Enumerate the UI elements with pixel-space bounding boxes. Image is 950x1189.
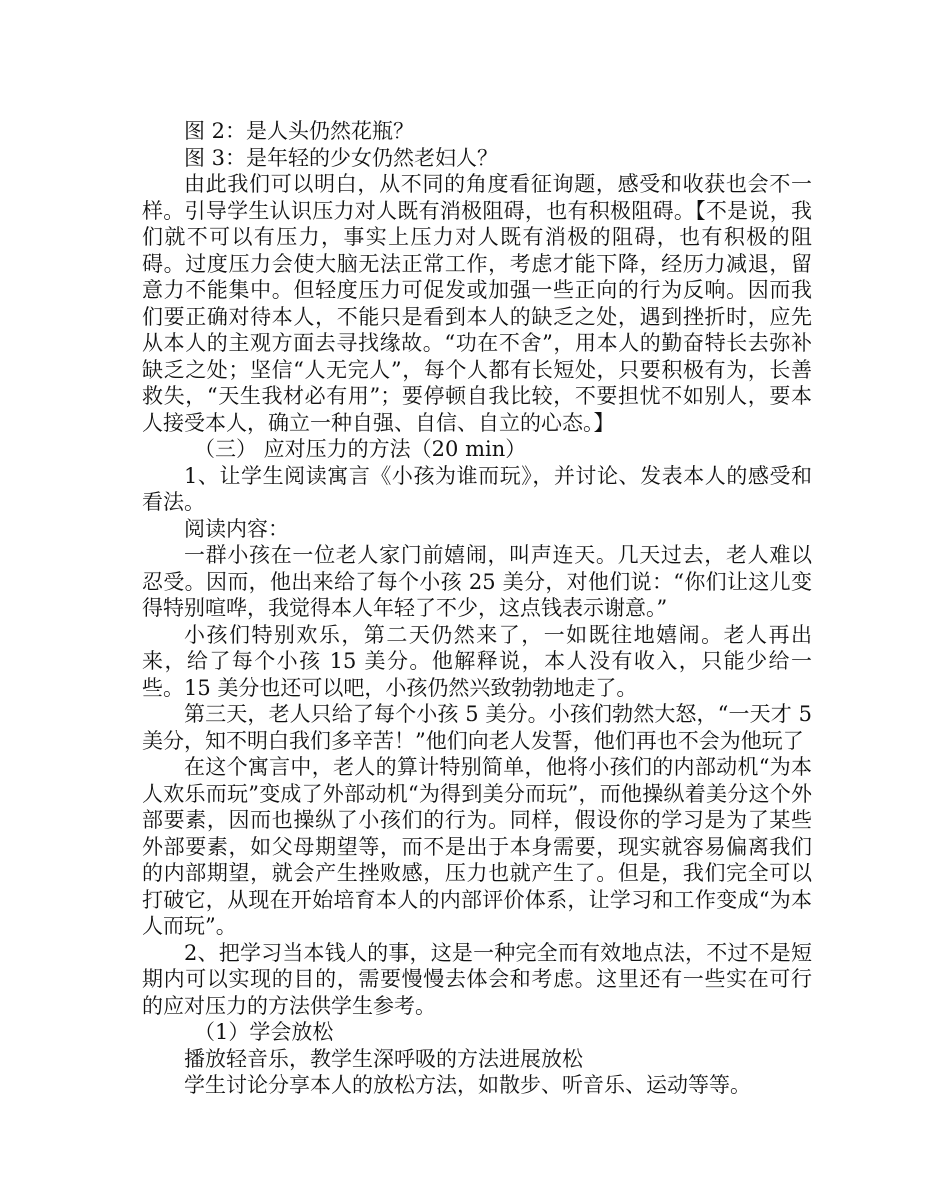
paragraph-analysis: 在这个寓言中，老人的算计特别简单，他将小孩们的内部动机“为本人欢乐而玩”变成了外部动机“为得到美分而玩”，而他操纵着美分这个外部要素，因而也操纵了小孩们的行为。同样，假设你的学习是为了某些外部要素，如父母期望等，而不是出于本身需要，现实就容易偏离我们的内部期望，就会产生挫败感，压力也就产生了。但是，我们完全可以打破它，从现在开始培育本人的内部评价体系，让学习和工作变成“为本人而玩”。 — [142, 755, 812, 938]
paragraph-story-3: 第三天，老人只给了每个小孩 5 美分。小孩们勃然大怒，“一天才 5 美分，知不明白我们多辛苦！”他们向老人发誓，他们再也不会为他玩了 — [142, 702, 812, 753]
paragraph-story-2: 小孩们特别欢乐，第二天仍然来了，一如既往地嬉闹。老人再出来，给了每个小孩 15 美分。他解释说，本人没有收入，只能少给一些。15 美分也还可以吧，小孩仍然兴致勃勃地走了。 — [142, 622, 812, 700]
paragraph-method-2: 2、把学习当本钱人的事，这是一种完全而有效地点法，不过不是短期内可以实现的目的，需要慢慢去体会和考虑。这里还有一些实在可行的应对压力的方法供学生参考。 — [142, 940, 812, 1018]
paragraph-reading-task: 1、让学生阅读寓言《小孩为谁而玩》，并讨论、发表本人的感受和看法。 — [142, 463, 812, 514]
caption-figure-3: 图 3：是年轻的少女仍然老妇人？ — [184, 145, 499, 170]
section-heading-coping-methods: （三） 应对压力的方法（20 min） — [194, 437, 527, 461]
paragraph-story-1: 一群小孩在一位老人家门前嬉闹，叫声连天。几天过去，老人难以忍受。因而，他出来给了每个小孩 25 美分，对他们说：“你们让这儿变得特别喧哗，我觉得本人年轻了不少，这点钱表示谢意。” — [142, 543, 812, 620]
paragraph-reading-label: 阅读内容： — [184, 516, 289, 541]
paragraph-discussion: 学生讨论分享本人的放松方法，如散步、听音乐、运动等等。 — [184, 1073, 751, 1097]
subheading-relax: （1）学会放松 — [194, 1020, 334, 1044]
paragraph-music: 播放轻音乐，教学生深呼吸的方法进展放松 — [184, 1046, 583, 1071]
paragraph-perspective: 由此我们可以明白，从不同的角度看征询题，感受和收获也会不一样。引导学生认识压力对人既有消极阻碍，也有积极阻碍。【不是说，我们就不可以有压力，事实上压力对人既有消极的阻碍，也有积极的阻碍。过度压力会使大脑无法正常工作，考虑才能下降，经历力减退，留意力不能集中。但轻度压力可促发或加强一些正向的行为反响。因而我们要正确对待本人，不能只是看到本人的缺乏之处，遇到挫折时，应先从本人的主观方面去寻找缘故。“功在不舍”，用本人的勤奋特长去弥补缺乏之处；坚信“人无完人”，每个人都有长短处，只要积极有为，长善救失，“天生我材必有用”；要停顿自我比较，不要担忧不如别人，要本人接受本人，确立一种自强、自信、自立的心态。】 — [142, 172, 812, 435]
document-body — [142, 118, 812, 1099]
caption-figure-2: 图 2：是人头仍然花瓶？ — [184, 119, 415, 143]
